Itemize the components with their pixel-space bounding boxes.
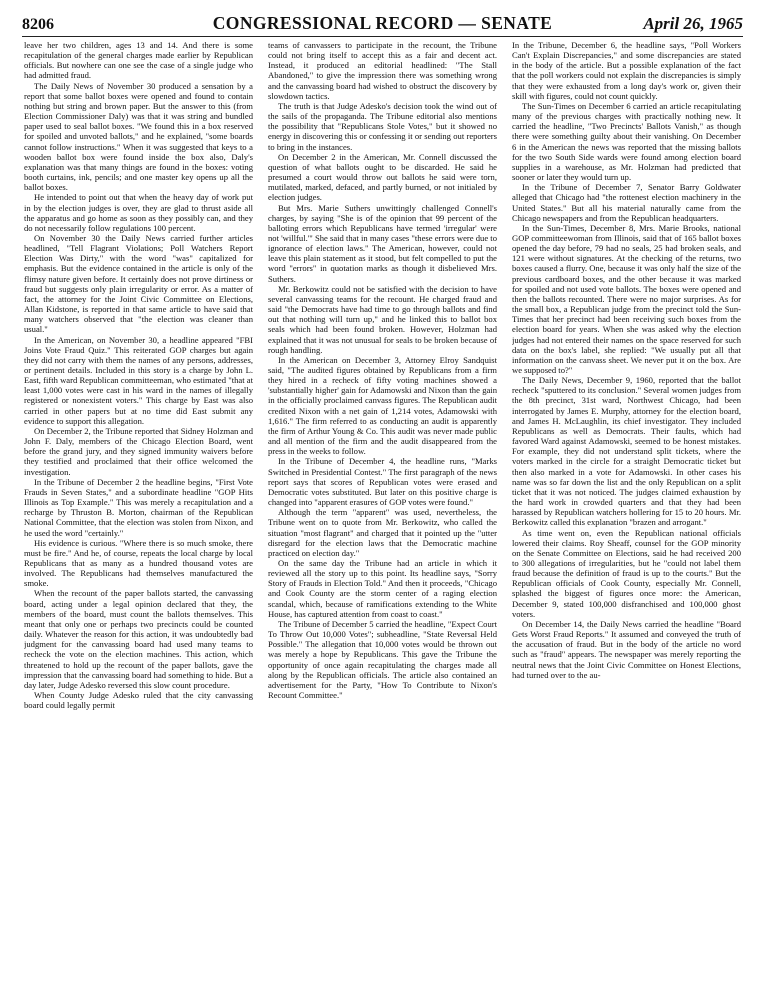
publication-title: CONGRESSIONAL RECORD — SENATE (212, 13, 553, 33)
paragraph: When the recount of the paper ballots started, the canvassing board, acting under a legal opinion declared that they, the members of the board, must count the ballots themselves. This meant that only one or perhaps two precincts could be counted daily. Whatever the reason for this action, it was undoubtedly bad judgment for the canvassing board had used many teams to recheck the vote on the election machines. This action, which threatened to hold up the recount of the paper ballots, gave the impression that the canvassing board had something to hide. But a day later, Judge Adesko reversed this slow count procedure. (24, 588, 253, 690)
column-1 (24, 40, 253, 982)
page-header (22, 6, 743, 37)
page-number: 8206 (22, 16, 54, 33)
paragraph: The Daily News of November 30 produced a sensation by a report that some ballot boxes were opened and found to contain nothing but string and brown paper. But the answer to this (from Election Commissioner Daly) was that it was string and bundled paper used to seal ballot boxes. "We found this in a box reserved for spoiled and unvoted ballots," and he explained, "some boards cannot follow instructions." When it was suggested that keys to a wooden ballot box were found inside the box also, Daly's explanation was that many things are found in the boxes: voting booth curtains, ink, pencils; and one master key opens up all the ballot boxes. (24, 80, 253, 193)
text-columns (24, 40, 741, 982)
paragraph: In the American on December 3, Attorney Elroy Sandquist said, "The audited figures obtained by Republicans from a firm they hired in a recheck of fifty voting machines showed a 'substantially higher' gain for Adamowski and Nixon than the gain in the officially proclaimed canvass figures. The Republican audit credited Nixon with a net gain of 1,214 votes, Adamowski with 1,616." The firm referred to as conducting an audit is apparently the firm of Arthur Young & Co. This audit was never made public and all mention of the firm and the audit disappeared from the press in the weeks to follow. (268, 354, 497, 457)
column-3 (512, 40, 741, 982)
publication-date: April 26, 1965 (643, 14, 743, 33)
paragraph: In the Tribune of December 7, Senator Barry Goldwater alleged that Chicago had "the rottenest election machinery in the United States." But all his material naturally came from the Chicago newspapers and from the Republican headquarters. (512, 182, 741, 223)
paragraph: On December 2, the Tribune reported that Sidney Holzman and John F. Daly, members of the Chicago Election Board, went before the grand jury, and they signed immunity waivers before they testified and proclaimed that their office welcomed the investigation. (24, 425, 253, 477)
paragraph: As time went on, even the Republican national officials lowered their claims. Roy Sheaff, counsel for the GOP minority on the Senate Committee on Elections, said he had received 200 to 300 allegations of irregularities, but he "could not label them fraud because the definition of fraud is up to the courts." But the Republican officials of Cook County, especially Mr. Connell, splashed the biggest of figures once more: the American, December 9, stated 100,000 disfranchised and 100,000 ghost voters. (512, 527, 741, 619)
paragraph: leave her two children, ages 13 and 14. And there is some recapitulation of the general charges made earlier by Republican officials. But nowhere can one see the case of a single judge who had admitted fraud. (24, 40, 253, 81)
column-2 (268, 40, 497, 982)
paragraph: On December 14, the Daily News carried the headline "Board Gets Worst Fraud Reports." It assumed and conveyed the truth of the accusation of fraud. But in the body of the article no word such as "fraud" appears. The newspaper was merely reporting the neutral news that the Joint Civic Committee on Honest Elections, had turned over to the au- (512, 618, 741, 680)
paragraph: The Sun-Times on December 6 carried an article recapitulating many of the previous charges with practically nothing new. It carried the headline, "Two Precincts' Ballots Vanish," as though there were something guilty about their vanishing. On December 6 in the American the news was reported that the missing ballots for the two South Side wards were found among election board supplies in a warehouse, as Mr. Holzman had predicted that sooner or later they would turn up. (512, 100, 741, 183)
paragraph: In the American, on November 30, a headline appeared "FBI Joins Vote Fraud Quiz." This reiterated GOP charges but again they did not carry with them the names of any persons, addresses, or pertinent details. Included in this story is a charge by John L. East, fifth ward Republican committeeman, who estimated "that at least 1,000 votes were cast in his ward in the names of illegally registered or nonexistent voters." This charge by East was also carried in other papers but at no time did East submit any evidence to support this allegation. (24, 334, 253, 426)
paragraph: teams of canvassers to participate in the recount, the Tribune could not bring itself to accept this as a fair and decent act. Instead, it produced an editorial headlined: "The Stall Abandoned," to give the impression there was something wrong and the canvassing board had wished to obstruct the discovery by slowdown tactics. (268, 40, 497, 101)
paragraph: The Tribune of December 5 carried the headline, "Expect Court To Throw Out 10,000 Votes"; subheadline, "State Reversal Held Possible." The allegation that 10,000 votes would be thrown out was merely a hope by Republicans. This gave the Tribune the opportunity of once again recapitulating the charges made all along by the Republican officials. The article also contained an advertisement for the Party, "How To Contribute to Nixon's Recount Committee." (268, 618, 497, 700)
paragraph: Mr. Berkowitz could not be satisfied with the decision to have several canvassing teams for the recount. He charged fraud and said "the Democrats have had time to go through ballots and find out that nothing will turn up," and he linked this to ballot box seals which had been found broken. However, Holzman had explained that it was not unusual for seals to be broken because of rough handling. (268, 283, 497, 355)
paragraph: On the same day the Tribune had an article in which it reviewed all the story up to this point. Its headline says, "Sorry Story of Frauds in Election Told." And then it proceeds, "Chicago and Cook County are the storm center of a raging election scandal, which, because of ramifications extending to the White House, has captured attention from coast to coast." (268, 557, 497, 619)
paragraph: On November 30 the Daily News carried further articles headlined, "Tell Flagrant Violations; Poll Watchers Report Election Was Dirty," with the word "was" capitalized for emphasis. But the evidence contained in the article is only of the flimsy nature given before. It certainly does not prove dirtiness or fraud but suggests only plain irregularity or error. As a matter of fact, the attorney for the Joint Civic Committee on Elections, Allan Kidstone, is reported in that same article to have said that many watchers observed that "the election was cleaner than usual." (24, 232, 253, 335)
paragraph: His evidence is curious. "Where there is so much smoke, there must be fire." And he, of course, repeats the local charge by local Republicans that as many as a hundred thousand votes are involved. The Republicans had themselves manufactured the smoke. (24, 537, 253, 589)
paragraph: In the Sun-Times, December 8, Mrs. Marie Brooks, national GOP committeewoman from Illinois, said that of 165 ballot boxes opened the day before, 79 had no seals, 25 had broken seals, and 121 were without signatures. At the checking of the returns, two boxes caused a flurry. One, because it was only half the size of the previous cardboard boxes, and the other because it was marked for spoiled and not used vote ballots. The boxes were opened and then the ballots recounted. There were no major surprises. As for the small box, a Republican judge from the precinct told the Sun-Times that her precinct had been receiving such boxes from the election board for years. When she was asked why the election judges had not entered their names on the space reserved for such data on the box's label, she replied: "We usually put all that information on the canvass sheet. We never put it on the box. Are we supposed to?" (512, 222, 741, 375)
paragraph: But Mrs. Marie Suthers unwittingly challenged Connell's charges, by saying "She is of the opinion that 99 percent of the balloting errors which Republicans have termed 'irregular' were not 'willful.'" She said that in many cases "these errors were due to ignorance of election laws." The American, however, could not leave this plain statement as it stood, but felt compelled to put the word "errors" in quotation marks as though it disbelieved Mrs. Suthers. (268, 202, 497, 284)
paragraph: He intended to point out that when the heavy day of work put in by the election judges is over, they are glad to thrust aside all the apparatus and go home as soon as they possibly can, and they do not necessarily follow regulations 100 percent. (24, 192, 253, 233)
paragraph: In the Tribune of December 2 the headline begins, "First Vote Frauds in Seven States," and a subordinate headline "GOP Hits Illinois as Top Example." This was merely a recapitulation and a recharge by Thruston B. Morton, chairman of the Republican National Committee, that the election was stolen from Nixon, and he used the word "certainly." (24, 476, 253, 538)
paragraph: In the Tribune, December 6, the headline says, "Poll Workers Can't Explain Discrepancies," and some discrepancies are stated in the body of the article. But a possible explanation of the fact that the poll workers could not explain the discrepancies is simply that they were exhausted from a long day's work or, given their skill with figures, could not count quickly. (512, 40, 741, 101)
paragraph: The truth is that Judge Adesko's decision took the wind out of the sails of the propaganda. The Tribune editorial also mentions the possibility that "Republicans Stole Votes," but it showed no energy in discovering this or confessing it or sending out reporters to bring in the instances. (268, 100, 497, 152)
paragraph: On December 2 in the American, Mr. Connell discussed the question of what ballots ought to be discarded. He said he presumed a court would throw out ballots he said were torn, mutilated, marked, defaced, and partly burned, or not initialed by election judges. (268, 151, 497, 203)
paragraph: When County Judge Adesko ruled that the city canvassing board could legally permit (24, 690, 253, 711)
paragraph: The Daily News, December 9, 1960, reported that the ballot recheck "sputtered to its conclusion." Several women judges from the 8th precinct, 31st ward, Northwest Chicago, had been interrogated by James E. Murphy, attorney for the election board, and James H. McLaughlin, its chief investigator. They included Republicans as well as Democrats. Their faults, which had favored Ward against Adamowski, seemed to be honest mistakes. For example, they did not understand split tickets, where the voters marked in the circle for a straight Democratic ticket but then also marked in a vote for Adamowski. In other cases his name was so far down the list and the only Republican on a split ticket that it was not noticed. The judges claimed exhaustion by the hard work in crowded quarters and that they had been harassed by Republican watchers hollering for 15 to 20 hours. Mr. Berkowitz called this explanation "brazen and arrogant." (512, 375, 741, 528)
paragraph: In the Tribune of December 4, the headline runs, "Marks Switched in Presidential Contest." The first paragraph of the news report says that scores of Republican votes were erased and Democratic votes substituted. But later on this positive charge is changed into "apparent erasures of GOP votes were found." (268, 456, 497, 508)
paragraph: Although the term "apparent" was used, nevertheless, the Tribune went on to quote from Mr. Berkowitz, who called the situation "most flagrant" and charged that it pointed up the "utter disregard for the election laws that the Democratic machine practiced on election day." (268, 507, 497, 558)
